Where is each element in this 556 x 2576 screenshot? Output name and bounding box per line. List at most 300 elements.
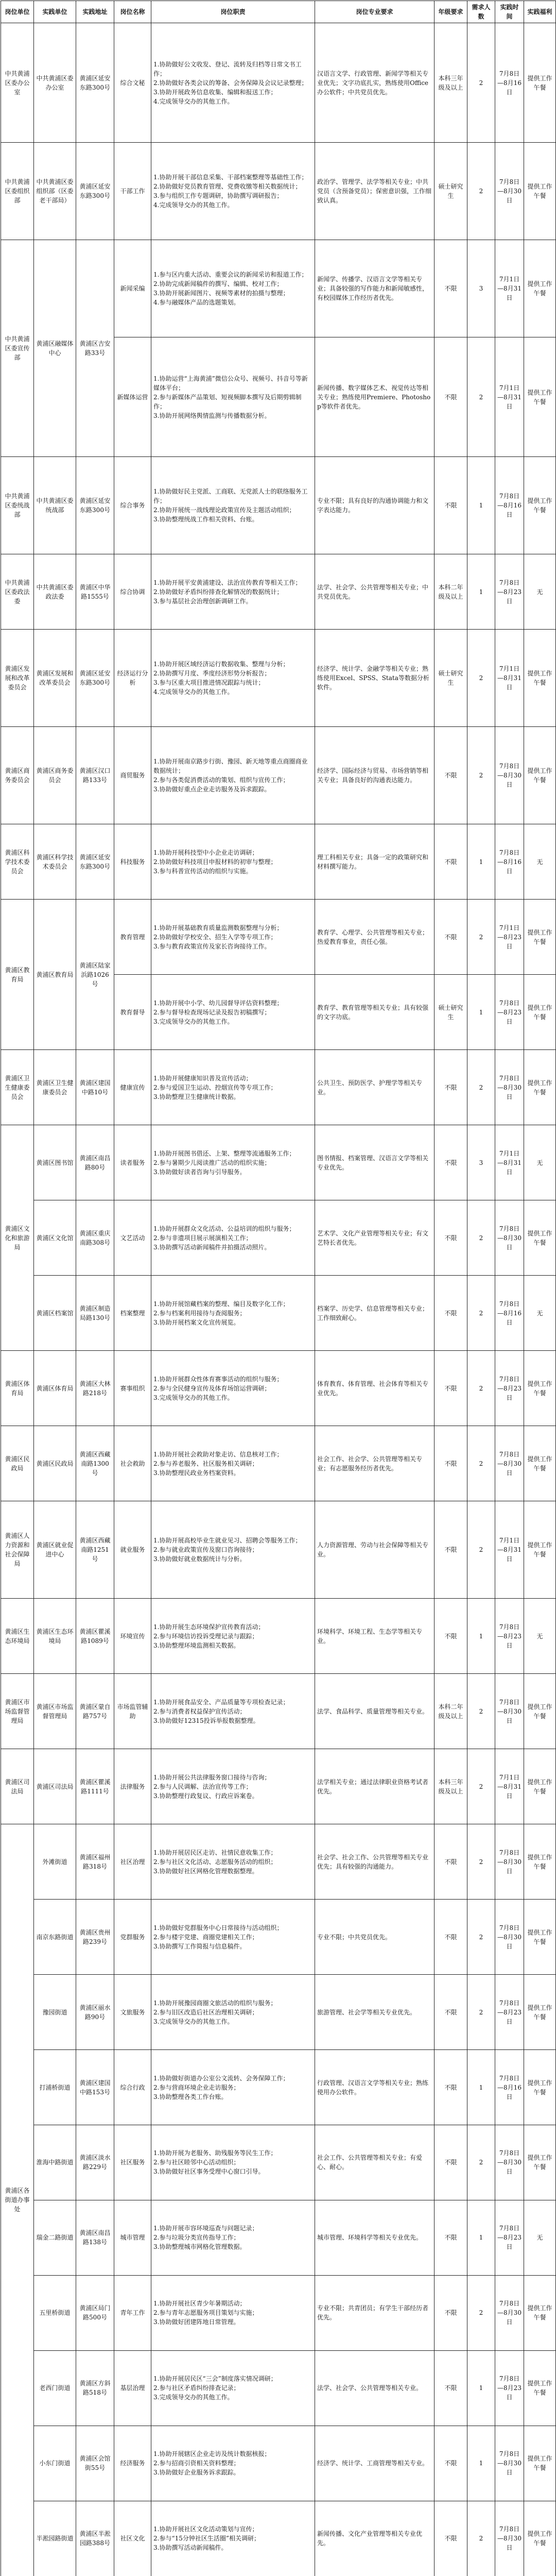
duties-cell	[151, 1351, 315, 1426]
header-benefit: 实践福利	[524, 1, 556, 23]
duty-item: 2.参与环境信访投诉受理记录与跟踪；	[153, 1632, 258, 1640]
practice-unit-cell: 黄浦区档案馆	[34, 1276, 76, 1351]
grade-cell: 本科三年级及以上	[435, 1749, 467, 1824]
duty-item: 1.协助开展社会救助对象走访、信息核对工作；	[153, 1450, 283, 1458]
dept-cell: 黄浦区文化和旅游局	[1, 1125, 34, 1351]
position-cell: 经济服务	[114, 2426, 151, 2501]
duty-item: 1.协助做好民主党派、工商联、无党派人士的联络服务工作；	[153, 488, 308, 505]
grade-cell: 不限	[435, 900, 467, 975]
duties-cell	[151, 2200, 315, 2275]
duties-cell	[151, 727, 315, 824]
requirements-cell: 新闻传播、文化产业管理等相关专业优先。	[315, 2501, 435, 2576]
practice-unit-cell: 黄浦区民政局	[34, 1426, 76, 1501]
header-position: 岗位名称	[114, 1, 151, 23]
time-cell: 7月8日—8月30日	[495, 2125, 524, 2200]
benefit-cell: 提供工作午餐	[524, 2501, 556, 2576]
count-cell: 2	[467, 1900, 495, 1975]
count-cell: 1	[467, 554, 495, 630]
duty-item: 3.协助整理各类工作台账。	[153, 2093, 228, 2100]
table-row	[1, 1276, 556, 1351]
duty-item: 1.协助开展市容环境巡查与问题记录；	[153, 2225, 258, 2232]
duty-item: 1.协助开展辖区企业走访及统计数据核报；	[153, 2450, 271, 2458]
duties-cell	[151, 337, 315, 457]
duty-item: 1.协助开展社区青少年暑期活动；	[153, 2300, 246, 2308]
count-cell: 2	[467, 1276, 495, 1351]
duties-cell	[151, 2125, 315, 2200]
position-cell: 基层治理	[114, 2350, 151, 2426]
practice-unit-cell: 中共黄浦区委政法委	[34, 554, 76, 630]
duty-item: 1.协助开展群众文化活动、公益培训的组织与服务；	[153, 1225, 296, 1232]
table-row	[1, 2125, 556, 2200]
benefit-cell: 提供工作午餐	[524, 1975, 556, 2050]
table-row	[1, 1674, 556, 1749]
duty-item: 3.协助做好社区网格化管理数据整理。	[153, 1867, 258, 1875]
duty-item: 2.协助做好科技项目申报材料的初审与整理；	[153, 858, 277, 866]
dept-cell: 中共黄浦区委统战部	[1, 457, 34, 554]
address-cell: 黄浦区会馆街55号	[76, 2426, 114, 2501]
requirements-cell: 社会学、社会工作、公共管理等相关专业优先；具有较强的沟通能力。	[315, 1824, 435, 1900]
time-cell: 7月8日—8月23日	[495, 1351, 524, 1426]
practice-unit-cell: 豫园街道	[34, 1975, 76, 2050]
duty-item: 2.参与社区矛盾纠纷排查记录；	[153, 2384, 240, 2392]
benefit-cell: 提供工作午餐	[524, 1200, 556, 1276]
address-cell: 黄浦区南昌路80号	[76, 1125, 114, 1200]
count-cell: 3	[467, 240, 495, 337]
duties-cell	[151, 23, 315, 143]
dept-cell: 黄浦区人力资源和社会保障局	[1, 1501, 34, 1599]
practice-unit-cell: 淮海中路街道	[34, 2125, 76, 2200]
header-dept: 岗位单位	[1, 1, 34, 23]
duties-cell	[151, 1426, 315, 1501]
duties-cell	[151, 630, 315, 727]
position-cell: 综合事务	[114, 457, 151, 554]
benefit-cell: 提供工作午餐	[524, 727, 556, 824]
grade-cell: 硕士研究生	[435, 630, 467, 727]
count-cell: 1	[467, 975, 495, 1050]
position-cell: 党群服务	[114, 1900, 151, 1975]
duty-item: 2.协助撰写月度、季度经济形势分析报告；	[153, 670, 271, 677]
duty-item: 2.协助做好党员教育管理、党费收缴等相关数据统计；	[153, 183, 302, 191]
count-cell: 1	[467, 824, 495, 900]
time-cell: 7月1日—8月31日	[495, 630, 524, 727]
address-cell: 黄浦区延安东路300号	[76, 23, 114, 143]
duty-item: 2.协助做好学校安全、招生入学等专项工作；	[153, 933, 277, 941]
grade-cell: 不限	[435, 1900, 467, 1975]
position-cell: 就业服务	[114, 1501, 151, 1599]
duty-item: 1.协助开展居民区走访、社情民意收集工作；	[153, 1849, 277, 1856]
address-cell: 黄浦区制造局路130号	[76, 1276, 114, 1351]
address-cell: 黄浦区半淞园路388号	[76, 2501, 114, 2576]
count-cell: 2	[467, 727, 495, 824]
time-cell: 7月8日—8月23日	[495, 1599, 524, 1674]
requirements-cell: 法学相关专业；通过法律职业资格考试者优先。	[315, 1749, 435, 1824]
table-row	[1, 2275, 556, 2350]
grade-cell: 本科二年级及以上	[435, 1674, 467, 1749]
duties-cell	[151, 143, 315, 240]
count-cell: 2	[467, 23, 495, 143]
table-body	[1, 23, 556, 2576]
benefit-cell: 提供工作午餐	[524, 1674, 556, 1749]
practice-unit-cell: 黄浦区卫生健康委员会	[34, 1050, 76, 1125]
address-cell: 黄浦区福州路318号	[76, 1824, 114, 1900]
benefit-cell: 提供工作午餐	[524, 457, 556, 554]
benefit-cell: 提供工作午餐	[524, 975, 556, 1050]
duty-item: 4.完成领导交办的其他工作。	[153, 688, 234, 696]
time-cell: 7月8日—8月16日	[495, 1276, 524, 1351]
requirements-cell: 教育学、教育管理等相关专业；具有较强的文字功底。	[315, 975, 435, 1050]
requirements-cell: 旅游管理、社会学等相关专业优先。	[315, 1975, 435, 2050]
dept-cell: 中共黄浦区委办公室	[1, 23, 34, 143]
grade-cell: 不限	[435, 457, 467, 554]
time-cell: 7月1日—8月31日	[495, 1501, 524, 1599]
benefit-cell: 提供工作午餐	[524, 2350, 556, 2426]
position-cell: 综合行政	[114, 2050, 151, 2125]
benefit-cell: 无	[524, 1125, 556, 1200]
duty-item: 4.完成领导交办的其他工作。	[153, 97, 234, 105]
address-cell: 黄浦区延安东路300号	[76, 143, 114, 240]
count-cell: 1	[467, 457, 495, 554]
duty-item: 2.参与全民健身宣传及体育场馆运营调研；	[153, 1384, 271, 1392]
benefit-cell: 提供工作午餐	[524, 1900, 556, 1975]
grade-cell: 硕士研究生	[435, 143, 467, 240]
table-row	[1, 2426, 556, 2501]
benefit-cell: 提供工作午餐	[524, 1824, 556, 1900]
duties-cell	[151, 900, 315, 975]
duty-item: 2.参与各类促消费活动的策划、组织与宣传工作；	[153, 776, 289, 784]
position-cell: 教育督导	[114, 975, 151, 1050]
duty-item: 3.协助做好12315投诉举报数据整理。	[153, 1717, 259, 1724]
practice-unit-cell: 黄浦区就业促进中心	[34, 1501, 76, 1599]
address-cell: 黄浦区方斜路518号	[76, 2350, 114, 2426]
time-cell: 7月8日—8月23日	[495, 975, 524, 1050]
address-cell: 黄浦区重庆南路308号	[76, 1200, 114, 1276]
requirements-cell: 政治学、管理学、法学等相关专业；中共党员（含预备党员）；保密意识强，工作细致认真。	[315, 143, 435, 240]
grade-cell: 不限	[435, 1501, 467, 1599]
duty-item: 3.协助做好重点企业走访服务及诉求跟踪。	[153, 786, 271, 793]
dept-cell: 黄浦区科学技术委员会	[1, 824, 34, 900]
benefit-cell: 无	[524, 554, 556, 630]
duty-item: 2.参与暑期少儿阅读推广活动的组织实施；	[153, 1159, 271, 1166]
count-cell: 2	[467, 2125, 495, 2200]
address-cell: 黄浦区吉安路33号	[76, 240, 114, 457]
practice-unit-cell: 黄浦区图书馆	[34, 1125, 76, 1200]
benefit-cell: 无	[524, 1276, 556, 1351]
time-cell: 7月8日—8月23日	[495, 2350, 524, 2426]
benefit-cell: 提供工作午餐	[524, 2050, 556, 2125]
practice-unit-cell: 南京东路街道	[34, 1900, 76, 1975]
count-cell: 2	[467, 1749, 495, 1824]
time-cell: 7月1日—8月31日	[495, 1125, 524, 1200]
duty-item: 2.参与“15分钟社区生活圈”相关调研；	[153, 2535, 260, 2543]
duty-item: 3.参与教育政策宣传及家长咨询接待工作。	[153, 942, 271, 950]
duties-cell	[151, 1050, 315, 1125]
count-cell: 1	[467, 2200, 495, 2275]
duty-item: 3.协助做好企业服务诉求跟踪。	[153, 2469, 240, 2477]
table-row	[1, 727, 556, 824]
position-cell: 赛事组织	[114, 1351, 151, 1426]
duty-item: 3.协助撰写活动新闻稿件。	[153, 2544, 228, 2552]
table-row	[1, 1125, 556, 1200]
position-cell: 健康宣传	[114, 1050, 151, 1125]
count-cell: 2	[467, 900, 495, 975]
grade-cell: 不限	[435, 1975, 467, 2050]
benefit-cell: 提供工作午餐	[524, 1749, 556, 1824]
duty-item: 2.参与就业政策宣传及窗口咨询接待；	[153, 1546, 258, 1554]
practice-unit-cell: 老西门街道	[34, 2350, 76, 2426]
duty-item: 1.协助开展中小学、幼儿园督导评估资料整理；	[153, 999, 283, 1007]
table-row	[1, 2350, 556, 2426]
benefit-cell: 提供工作午餐	[524, 1426, 556, 1501]
time-cell: 7月8日—8月23日	[495, 1975, 524, 2050]
position-cell: 社区服务	[114, 2125, 151, 2200]
dept-cell: 黄浦区发展和改革委员会	[1, 630, 34, 727]
count-cell: 1	[467, 2426, 495, 2501]
table-row	[1, 2501, 556, 2576]
time-cell: 7月8日—8月16日	[495, 23, 524, 143]
practice-unit-cell: 黄浦区商务委员会	[34, 727, 76, 824]
grade-cell: 不限	[435, 1351, 467, 1426]
grade-cell: 不限	[435, 1200, 467, 1276]
benefit-cell: 提供工作午餐	[524, 2275, 556, 2350]
duties-cell	[151, 2350, 315, 2426]
duty-item: 1.协助开展健康知识普及宣传活动；	[153, 1074, 252, 1082]
duty-item: 3.协助整理卫生健康统计数据。	[153, 1093, 240, 1100]
duty-item: 3.协助做好团建阵地日常管理。	[153, 2318, 240, 2326]
grade-cell: 本科三年级及以上	[435, 23, 467, 143]
practice-unit-cell: 瑞金二路街道	[34, 2200, 76, 2275]
table-header	[1, 1, 556, 23]
table-row	[1, 630, 556, 727]
duty-item: 3.完成领导交办的其他工作。	[153, 1394, 234, 1401]
address-cell: 黄浦区西藏南路1251号	[76, 1501, 114, 1599]
count-cell: 2	[467, 630, 495, 727]
duty-item: 1.协助开展社区文化活动策划与宣传；	[153, 2526, 258, 2533]
duty-item: 1.协助开展科技型中小企业走访调研；	[153, 849, 258, 856]
address-cell: 黄浦区淡水路229号	[76, 2125, 114, 2200]
table-row	[1, 1351, 556, 1426]
requirements-cell: 社会工作、公共管理等相关专业；有爱心、耐心。	[315, 2125, 435, 2200]
count-cell: 2	[467, 143, 495, 240]
duty-item: 1.协助开展高校毕业生就业见习、招聘会等服务工作；	[153, 1537, 302, 1545]
grade-cell: 不限	[435, 337, 467, 457]
address-cell: 黄浦区建国中路153号	[76, 2050, 114, 2125]
requirements-cell: 教育学、心理学、公共管理等相关专业；热爱教育事业，责任心强。	[315, 900, 435, 975]
duty-item: 1.协助开展干部信息采集、干部档案整理等基础性工作；	[153, 174, 308, 181]
duties-cell	[151, 1674, 315, 1749]
duty-item: 2.协助做好矛盾纠纷排查化解情况的数据统计；	[153, 588, 283, 596]
count-cell: 2	[467, 1824, 495, 1900]
count-cell: 2	[467, 2501, 495, 2576]
address-cell: 黄浦区西藏南路1300号	[76, 1426, 114, 1501]
position-cell: 社区治理	[114, 1824, 151, 1900]
table-row	[1, 900, 556, 975]
duties-cell	[151, 1900, 315, 1975]
grade-cell: 不限	[435, 2200, 467, 2275]
table-row	[1, 457, 556, 554]
grade-cell: 不限	[435, 2350, 467, 2426]
position-cell: 综合文秘	[114, 23, 151, 143]
header-address: 实践地址	[76, 1, 114, 23]
count-cell: 1	[467, 2050, 495, 2125]
practice-unit-cell: 黄浦区教育局	[34, 900, 76, 1050]
table-row	[1, 1900, 556, 1975]
header-time: 实践时间	[495, 1, 524, 23]
duty-item: 1.协助做好公文收发、登记、流转及归档等日常文书工作；	[153, 60, 302, 77]
requirements-cell: 汉语言文学、行政管理、新闻学等相关专业优先；文字功底扎实，熟练使用Office办公软件；中共党员优先。	[315, 23, 435, 143]
duty-item: 2.参与档案利用接待与查阅服务；	[153, 1309, 246, 1317]
time-cell: 7月8日—8月30日	[495, 2275, 524, 2350]
dept-cell: 黄浦区市场监督管理局	[1, 1674, 34, 1749]
count-cell: 2	[467, 2275, 495, 2350]
duty-item: 1.协助开展居民区“三会”制度落实情况调研；	[153, 2375, 277, 2383]
grade-cell: 不限	[435, 1599, 467, 1674]
practice-unit-cell: 打浦桥街道	[34, 2050, 76, 2125]
benefit-cell: 提供工作午餐	[524, 1501, 556, 1599]
position-cell: 青年工作	[114, 2275, 151, 2350]
benefit-cell: 无	[524, 1599, 556, 1674]
time-cell: 7月1日—8月31日	[495, 337, 524, 457]
requirements-cell: 人力资源管理、劳动与社会保障等相关专业。	[315, 1501, 435, 1599]
practice-unit-cell: 中共黄浦区委组织部（区委老干部局）	[34, 143, 76, 240]
duty-item: 3.协助做好读者咨询与引导服务。	[153, 1168, 246, 1176]
position-cell: 科技服务	[114, 824, 151, 900]
practice-unit-cell: 中共黄浦区委办公室	[34, 23, 76, 143]
duty-item: 3.协助整理统战工作相关资料、台账。	[153, 516, 258, 523]
duties-cell	[151, 1125, 315, 1200]
position-cell: 法律服务	[114, 1749, 151, 1824]
dept-cell: 黄浦区司法局	[1, 1749, 34, 1824]
grade-cell: 不限	[435, 2125, 467, 2200]
duty-item: 3.参与区重大项目推进情况跟踪与统计；	[153, 679, 265, 687]
address-cell: 黄浦区局门路500号	[76, 2275, 114, 2350]
position-cell: 新闻采编	[114, 240, 151, 337]
duty-item: 1.协助开展南京路步行街、豫园、新天地等重点商圈商业数据统计；	[153, 758, 308, 775]
duties-cell	[151, 1276, 315, 1351]
time-cell: 7月8日—8月30日	[495, 1824, 524, 1900]
time-cell: 7月1日—8月23日	[495, 900, 524, 975]
duty-item: 3.协助开展政务信息收集、编辑和报送工作；	[153, 88, 277, 96]
duty-item: 3.协助开展网络舆情监测与传播数据分析。	[153, 412, 271, 419]
duty-item: 2.协助做好各类会议的筹备、会务保障及会议记录整理；	[153, 79, 308, 87]
header-practice-unit: 实践单位	[34, 1, 76, 23]
practice-unit-cell: 黄浦区生态环境局	[34, 1599, 76, 1674]
dept-cell: 黄浦区体育局	[1, 1351, 34, 1426]
duty-item: 1.协助开展图书借还、上架、整理等流通服务工作；	[153, 1149, 296, 1157]
practice-unit-cell: 黄浦区体育局	[34, 1351, 76, 1426]
dept-cell: 中共黄浦区委组织部	[1, 143, 34, 240]
dept-cell: 中共黄浦区委政法委	[1, 554, 34, 630]
duty-item: 1.协助开展食品安全、产品质量等专项检查记录；	[153, 1698, 289, 1706]
table-row	[1, 1050, 556, 1125]
duties-cell	[151, 1501, 315, 1599]
duty-item: 4.完成领导交办的其他工作。	[153, 201, 234, 209]
grade-cell: 不限	[435, 1125, 467, 1200]
grade-cell: 不限	[435, 1050, 467, 1125]
duty-item: 3.协助整理环境监测相关数据。	[153, 1641, 240, 1649]
practice-unit-cell: 半淞园路街道	[34, 2501, 76, 2576]
duty-item: 1.协助开展区域经济运行数据收集、整理与分析；	[153, 660, 289, 668]
grade-cell: 不限	[435, 2275, 467, 2350]
duty-item: 1.协助开展基础教育质量监测数据整理与分析；	[153, 924, 283, 931]
duties-cell	[151, 1749, 315, 1824]
dept-cell: 黄浦区民政局	[1, 1426, 34, 1501]
time-cell: 7月1日—8月31日	[495, 1749, 524, 1824]
position-cell: 社会救助	[114, 1426, 151, 1501]
header-grade: 年级要求	[435, 1, 467, 23]
position-cell: 档案整理	[114, 1276, 151, 1351]
duty-item: 1.协助做好街道办公室公文流转、会务保障工作；	[153, 2074, 289, 2082]
grade-cell: 不限	[435, 1276, 467, 1351]
duties-cell	[151, 1824, 315, 1900]
count-cell: 2	[467, 337, 495, 457]
table-row	[1, 1426, 556, 1501]
position-cell: 市场监管辅助	[114, 1674, 151, 1749]
benefit-cell: 提供工作午餐	[524, 240, 556, 337]
table-row	[1, 1501, 556, 1599]
duties-cell	[151, 2275, 315, 2350]
time-cell: 7月8日—8月16日	[495, 457, 524, 554]
requirements-cell: 专业不限；具有良好的沟通协调能力和文字表达能力。	[315, 457, 435, 554]
count-cell: 2	[467, 1975, 495, 2050]
address-cell: 黄浦区贵州路239号	[76, 1900, 114, 1975]
duty-item: 3.协助开展新闻图片、视频等素材的拍摄与整理；	[153, 290, 289, 297]
duty-item: 1.协助开展生态环境保护宣传教育活动；	[153, 1623, 265, 1631]
position-cell: 文艺活动	[114, 1200, 151, 1276]
benefit-cell: 提供工作午餐	[524, 630, 556, 727]
benefit-cell: 无	[524, 824, 556, 900]
duty-item: 1.协助开展馆藏档案的整理、编目及数字化工作；	[153, 1300, 289, 1308]
benefit-cell: 提供工作午餐	[524, 1050, 556, 1125]
count-cell: 2	[467, 1501, 495, 1599]
requirements-cell: 理工科相关专业；具备一定的政策研究和材料撰写能力。	[315, 824, 435, 900]
practice-unit-cell: 黄浦区市场监督管理局	[34, 1674, 76, 1749]
table-row	[1, 554, 556, 630]
duties-cell	[151, 2426, 315, 2501]
duty-item: 2.参与旧区改造后社区治理相关调研；	[153, 2008, 258, 2016]
position-cell: 文旅服务	[114, 1975, 151, 2050]
duty-item: 3.完成领导交办的其他工作。	[153, 2394, 234, 2401]
benefit-cell: 提供工作午餐	[524, 1351, 556, 1426]
table-row	[1, 2200, 556, 2275]
address-cell: 黄浦区汉口路133号	[76, 727, 114, 824]
benefit-cell: 提供工作午餐	[524, 900, 556, 975]
requirements-cell: 档案学、历史学、信息管理等相关专业；工作细致耐心。	[315, 1276, 435, 1351]
practice-unit-cell: 黄浦区司法局	[34, 1749, 76, 1824]
practice-unit-cell: 黄浦区科学技术委员会	[34, 824, 76, 900]
time-cell: 7月8日—8月16日	[495, 2050, 524, 2125]
position-cell: 干部工作	[114, 143, 151, 240]
duty-item: 2.参与招商引资相关资料整理；	[153, 2460, 240, 2467]
position-cell: 环境宣传	[114, 1599, 151, 1674]
address-cell: 黄浦区南昌路138号	[76, 2200, 114, 2275]
position-cell: 商贸服务	[114, 727, 151, 824]
benefit-cell: 提供工作午餐	[524, 2125, 556, 2200]
dept-cell: 黄浦区生态环境局	[1, 1599, 34, 1674]
practice-unit-cell: 黄浦区发展和改革委员会	[34, 630, 76, 727]
duty-item: 1.协助做好党群服务中心日常接待与活动组织；	[153, 1924, 283, 1931]
table-row	[1, 824, 556, 900]
practice-unit-cell: 黄浦区文化馆	[34, 1200, 76, 1276]
table-row	[1, 23, 556, 143]
requirements-cell: 法学、社会学、公共管理等相关专业。	[315, 2350, 435, 2426]
address-cell: 黄浦区延安东路300号	[76, 630, 114, 727]
table-row	[1, 143, 556, 240]
practice-unit-cell: 小东门街道	[34, 2426, 76, 2501]
table-row	[1, 1749, 556, 1824]
count-cell: 2	[467, 1674, 495, 1749]
count-cell: 2	[467, 1050, 495, 1125]
position-cell: 新媒体运营	[114, 337, 151, 457]
